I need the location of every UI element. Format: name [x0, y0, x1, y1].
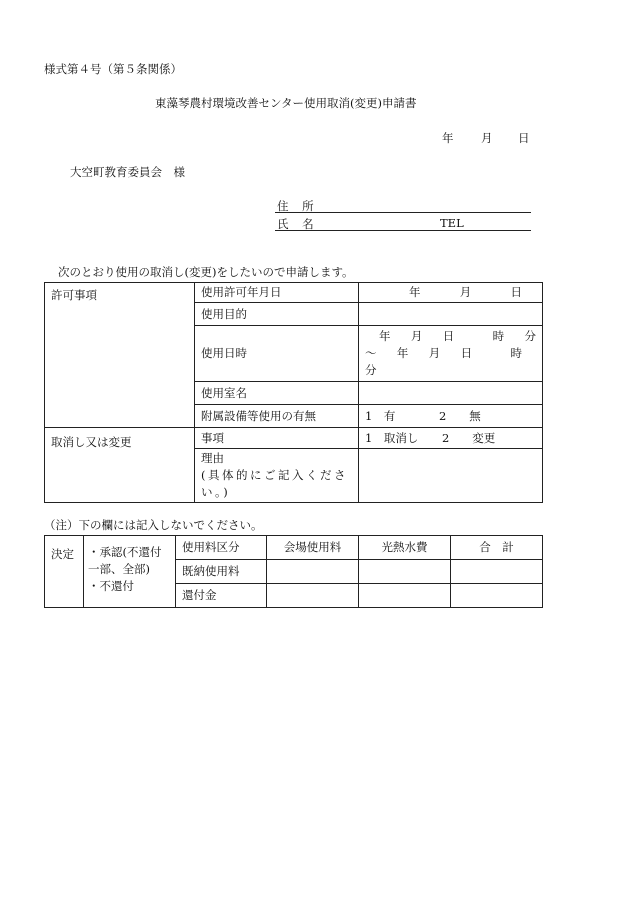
- paid-venue-cell: [267, 560, 359, 584]
- refund-venue-cell: [267, 584, 359, 608]
- refund-utility-cell: [359, 584, 451, 608]
- date-month: 月: [481, 131, 493, 145]
- decision-options: ・承認(不還付 一部、全部) ・不還付: [84, 536, 176, 608]
- matter-options: 1 取消し 2 変更: [359, 428, 543, 449]
- recipient: 大空町教育委員会 様: [70, 165, 185, 179]
- name-label: 氏 名: [277, 217, 319, 231]
- note-text: （注）下の欄には記入しないでください。: [44, 518, 263, 532]
- form-number: 様式第４号（第５条関係）: [44, 62, 182, 76]
- room-value: [359, 382, 543, 405]
- application-table: [44, 282, 543, 503]
- permit-date-value: 年 月 日: [359, 283, 543, 303]
- refund-total-cell: [451, 584, 543, 608]
- refund-label: 還付金: [176, 584, 267, 608]
- venue-fee-header: 会場使用料: [267, 536, 359, 560]
- datetime-value: 年 月 日 時 分 ～ 年 月 日 時 分: [359, 326, 543, 382]
- section-permit: 許可事項: [45, 283, 195, 428]
- utility-fee-header: 光熱水費: [359, 536, 451, 560]
- paid-total-cell: [451, 560, 543, 584]
- purpose-label: 使用目的: [195, 303, 359, 326]
- date-day: 日: [518, 131, 530, 145]
- permit-date-label: 使用許可年月日: [195, 283, 359, 303]
- equipment-options: 1 有 2 無: [359, 405, 543, 428]
- decision-label: 決定: [45, 536, 84, 608]
- reason-cell: 理由 (具体的にご記入ください。): [195, 449, 359, 503]
- intro-text: 次のとおり使用の取消し(変更)をしたいので申請します。: [58, 265, 354, 279]
- paid-utility-cell: [359, 560, 451, 584]
- matter-label: 事項: [195, 428, 359, 449]
- total-header: 合 計: [451, 536, 543, 560]
- fee-category-header: 使用料区分: [176, 536, 267, 560]
- date-year: 年: [442, 131, 454, 145]
- section-change: 取消し又は変更: [45, 428, 195, 503]
- tel-label: TEL: [440, 216, 464, 230]
- name-line: [275, 230, 531, 231]
- address-line: [275, 212, 531, 213]
- equipment-label: 附属設備等使用の有無: [195, 405, 359, 428]
- form-title: 東藻琴農村環境改善センター使用取消(変更)申請書: [155, 96, 417, 110]
- office-use-table: [44, 535, 543, 608]
- purpose-value: [359, 303, 543, 326]
- datetime-label: 使用日時: [195, 326, 359, 382]
- reason-value: [359, 449, 543, 503]
- address-label: 住 所: [277, 199, 319, 213]
- room-label: 使用室名: [195, 382, 359, 405]
- paid-fee-label: 既納使用料: [176, 560, 267, 584]
